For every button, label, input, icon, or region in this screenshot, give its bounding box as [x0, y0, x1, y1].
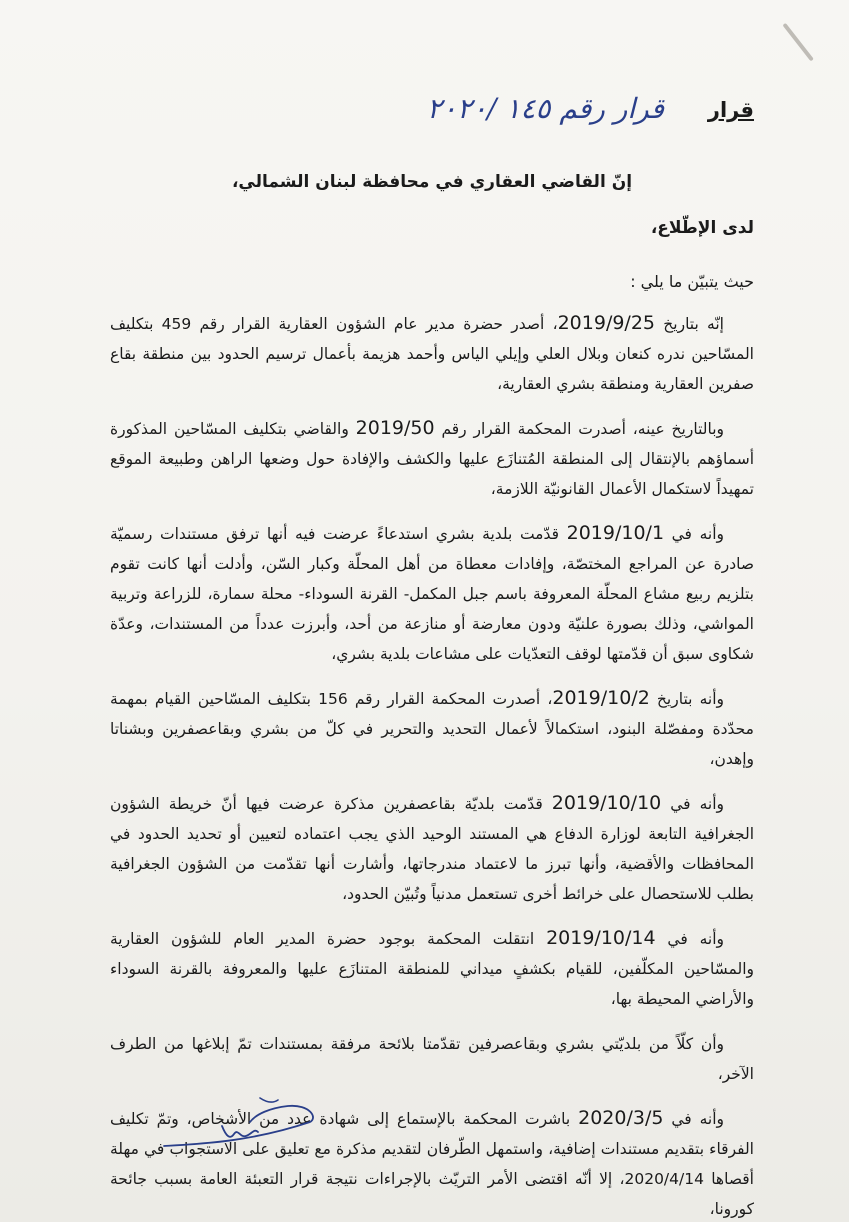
paragraph-prefix: إنّه بتاريخ — [655, 315, 724, 333]
paragraph-text: وأن كلّاً من بلديّتي بشري وبقاعصرفين تقدّمتا بلائحة مرفقة بمستندات تمّ إبلاغها من الطرف الآخر، — [110, 1035, 754, 1083]
paragraph — [110, 683, 754, 774]
paragraph — [110, 308, 754, 399]
paragraph — [110, 413, 754, 504]
handwritten-signature — [160, 1092, 320, 1162]
paragraph-date: 2019/9/25 — [557, 312, 656, 334]
paragraph-prefix: وأنه في — [664, 525, 724, 543]
intro-line: حيث يتبيّن ما يلي : — [630, 272, 754, 291]
paragraph-text: قدّمت بلديّة بقاعصفرين مذكرة عرضت فيها أنّ خريطة الشؤون الجغرافية التابعة لوزارة الدفاع هي المستند الوحيد الذي يجب اعتماده لتعيين أو تحديد الحدود في المحافظات والأقضية، وأنها تبرز ما لاعتماد مندرجاتها، وأشارت أنها تقدّمت من الشؤون الجغرافية بطلب للاستحصال على خرائط أخرى تستعمل مدنياً وتُبيّن الحدود، — [110, 795, 754, 903]
paragraph-text: ، أصدر حضرة مدير عام الشؤون العقارية القرار رقم 459 بتكليف المسّاحين ندره كنعان وبلال العلي وإيلي الياس وأحمد هزيمة بأعمال ترسيم الحدود بين منطقة بقاع صفرين العقارية ومنطقة بشري العقارية، — [110, 315, 754, 393]
paragraph-prefix: وأنه بتاريخ — [649, 690, 724, 708]
staple-mark — [782, 23, 813, 62]
paragraph-date: 2020/3/5 — [578, 1107, 664, 1129]
paragraph-text: انتقلت المحكمة بوجود حضرة المدير العام للشؤون العقارية والمسّاحين المكلّفين، للقيام بكشفٍ ميداني للمنطقة المتنازَع عليها والمعروفة بالقرنة السوداء والأراضي المحيطة بها، — [110, 930, 754, 1008]
paragraph — [110, 1028, 754, 1089]
paragraph-date: 2019/10/1 — [566, 522, 665, 544]
paragraph-date: 2019/10/10 — [551, 792, 662, 814]
paragraph-text: باشرت المحكمة بالإستماع إلى شهادة عدد من الأشخاص، وتمّ تكليف الفرقاء بتقديم مستندات إضافية، واستمهل الطّرفان لتقديم مذكرة مع تعليق على الاستجواب في مهلة أقصاها 2020/4/14، إلا أنّه اقتضى الأمر التريّث بالإجراءات نتيجة قرار التعبئة العامة بسبب جائحة كورونا، — [110, 1110, 754, 1218]
paragraph-text: والقاضي بتكليف المسّاحين المذكورة أسماؤهم بالإنتقال إلى المنطقة المُتنازَع عليها والكشف والإفادة حول وضعها الراهن وطبيعة الموقع تمهيداً لاستكمال الأعمال القانونيّة اللازمة، — [110, 420, 754, 498]
paragraph-date: 2019/10/14 — [546, 927, 656, 949]
paragraph-prefix: وأنه في — [655, 930, 724, 948]
paragraph — [110, 923, 754, 1014]
decision-label: قرار — [707, 98, 754, 122]
paragraph-prefix: وأنه في — [661, 795, 724, 813]
upon-review-heading: لدى الإطّلاع، — [650, 218, 754, 238]
paragraph-list — [110, 308, 754, 1222]
paragraph-prefix: وأنه في — [663, 1110, 724, 1128]
paragraph-date: 2019/50 — [355, 417, 435, 439]
paragraph-date: 2019/10/2 — [552, 687, 650, 709]
judge-title: إنّ القاضي العقاري في محافظة لبنان الشمالي، — [231, 172, 633, 192]
paragraph — [110, 518, 754, 669]
paragraph-text: ، أصدرت المحكمة القرار رقم 156 بتكليف المسّاحين القيام بمهمة محدّدة ومفصّلة البنود، استكمالاً لأعمال التحديد والتحرير في كلّ من بشري وبقاعصفرين وبشناتا وإهدن، — [110, 690, 754, 768]
paragraph-text: قدّمت بلدية بشري استدعاءً عرضت فيه أنها ترفق مستندات رسميّة صادرة عن المراجع المختصّة، وإفادات معطاة من أهل المحلّة وكبار السّن، وأدلت أنها كانت تقوم بتلزيم ربيع مشاع المحلّة المعروفة باسم جبل المكمل- القرنة السوداء- محلة سمارة، للزراعة وتربية المواشي، وذلك بصورة علنيّة ودون معارضة أو منازعة من أحد، وأبرزت عدداً من المستندات، وعدّة شكاوى سبق أن قدّمتها لوقف التعدّيات على مشاعات بلدية بشري، — [110, 525, 754, 663]
decision-number-handwritten: قرار رقم ١٤٥ /٢٠٢٠ — [426, 92, 664, 125]
decision-header — [194, 92, 754, 132]
paragraph-prefix: وبالتاريخ عينه، أصدرت المحكمة القرار رقم — [434, 420, 724, 438]
paragraph — [110, 788, 754, 909]
